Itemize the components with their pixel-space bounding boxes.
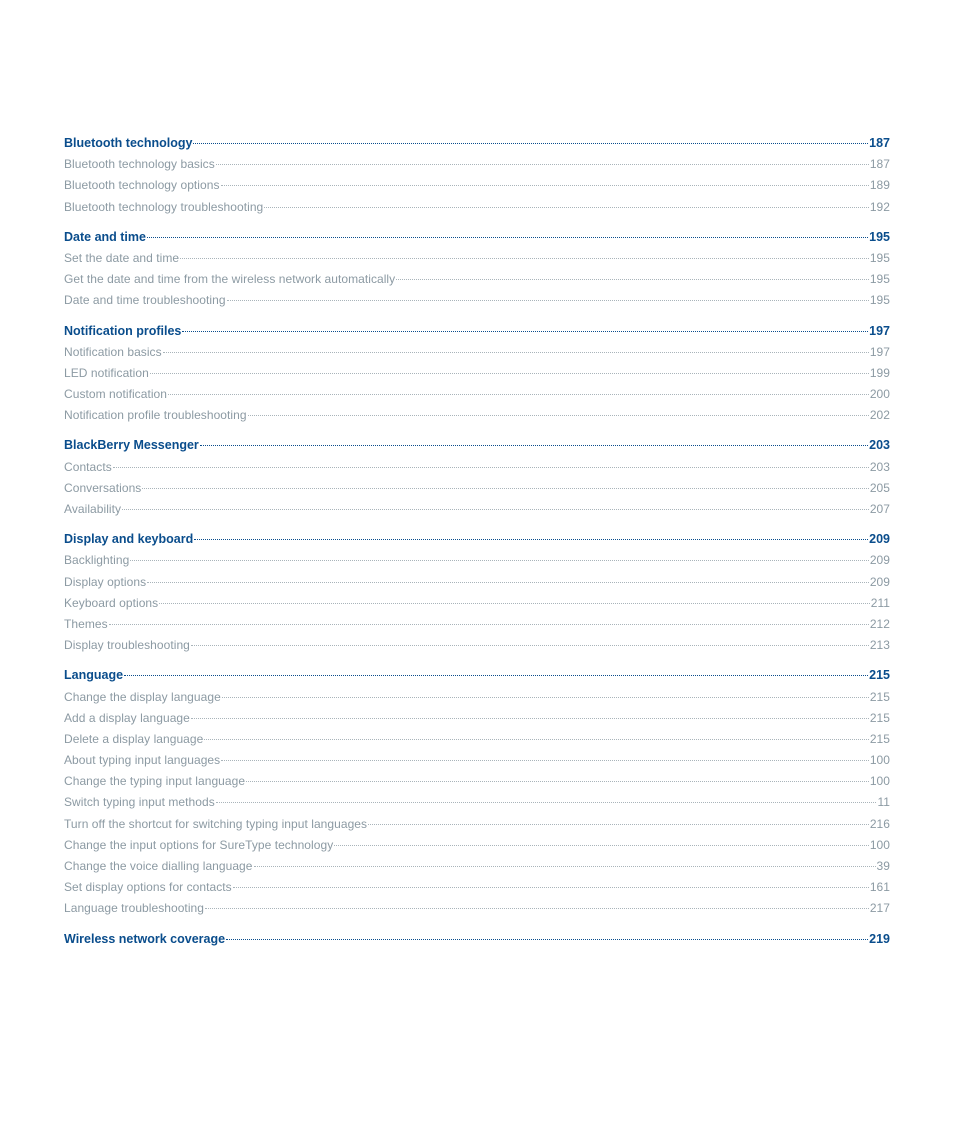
toc-heading[interactable] xyxy=(64,227,890,248)
toc-heading[interactable] xyxy=(64,929,890,950)
toc-entry-label: Add a display language xyxy=(64,710,190,725)
dot-leader xyxy=(191,645,869,646)
dot-leader xyxy=(193,143,868,144)
toc-entry[interactable] xyxy=(64,478,890,499)
toc-entry-page-number: 216 xyxy=(869,816,890,831)
toc-entry-label: Display options xyxy=(64,574,147,589)
toc-entry[interactable] xyxy=(64,792,890,813)
toc-entry[interactable] xyxy=(64,197,890,218)
toc-entry-label: Notification profile troubleshooting xyxy=(64,408,247,423)
toc-entry-label: Get the date and time from the wireless network automatically xyxy=(64,272,396,287)
toc-entry-label: Delete a display language xyxy=(64,731,204,746)
toc-entry[interactable] xyxy=(64,499,890,520)
toc-entry-label: Contacts xyxy=(64,459,112,474)
dot-leader xyxy=(150,373,869,374)
toc-entry-page-number: 192 xyxy=(869,199,890,214)
toc-entry-label: LED notification xyxy=(64,365,149,380)
toc-entry-label: Change the input options for SureType technology xyxy=(64,837,334,852)
toc-entry-label: Display troubleshooting xyxy=(64,638,190,653)
dot-leader xyxy=(163,352,869,353)
dot-leader xyxy=(194,539,868,540)
toc-entry-label: Bluetooth technology basics xyxy=(64,157,215,172)
toc-section xyxy=(64,435,890,520)
dot-leader xyxy=(200,445,868,446)
toc-entry-page-number: 212 xyxy=(869,616,890,631)
dot-leader xyxy=(233,887,869,888)
toc-entry-label: Language troubleshooting xyxy=(64,901,204,916)
toc-heading-page-number: 187 xyxy=(869,136,890,150)
toc-heading[interactable] xyxy=(64,435,890,456)
toc-entry-page-number: 203 xyxy=(869,459,890,474)
dot-leader xyxy=(159,603,870,604)
toc-heading-page-number: 197 xyxy=(869,323,890,338)
toc-section xyxy=(64,665,890,919)
toc-entry[interactable] xyxy=(64,457,890,478)
toc-entry-page-number: 197 xyxy=(869,344,890,359)
toc-entry[interactable] xyxy=(64,384,890,405)
toc-entry[interactable] xyxy=(64,729,890,750)
toc-entry[interactable] xyxy=(64,814,890,835)
dot-leader xyxy=(246,781,869,782)
toc-section xyxy=(64,133,890,218)
toc-entry-label: Switch typing input methods xyxy=(64,795,215,810)
toc-heading-label: Bluetooth technology xyxy=(64,136,193,150)
dot-leader xyxy=(109,624,869,625)
toc-entry-page-number: 187 xyxy=(869,157,890,172)
dot-leader xyxy=(124,675,868,676)
toc-entry-page-number: 211 xyxy=(870,595,890,610)
toc-entry-page-number: 39 xyxy=(876,859,890,873)
toc-entry-label: Bluetooth technology troubleshooting xyxy=(64,199,264,214)
toc-entry-page-number: 209 xyxy=(869,553,890,568)
toc-entry[interactable] xyxy=(64,877,890,898)
toc-entry[interactable] xyxy=(64,687,890,708)
toc-heading-label: Language xyxy=(64,668,124,683)
dot-leader xyxy=(396,279,869,280)
dot-leader xyxy=(368,824,869,825)
dot-leader xyxy=(226,939,868,940)
toc-entry-label: Set display options for contacts xyxy=(64,880,232,895)
toc-entry[interactable] xyxy=(64,614,890,635)
toc-entry-page-number: 215 xyxy=(869,710,890,725)
toc-heading-page-number: 219 xyxy=(869,931,890,946)
toc-entry-page-number: 11 xyxy=(877,795,890,810)
toc-entry-page-number: 215 xyxy=(869,731,890,746)
dot-leader xyxy=(191,718,869,719)
toc-section xyxy=(64,529,890,656)
toc-entry[interactable] xyxy=(64,593,890,614)
toc-entry-label: Change the typing input language xyxy=(64,774,246,789)
toc-entry-label: Backlighting xyxy=(64,553,130,568)
dot-leader xyxy=(204,739,868,740)
toc-heading-page-number: 209 xyxy=(869,532,890,547)
dot-leader xyxy=(147,582,869,583)
toc-entry-page-number: 217 xyxy=(869,901,890,916)
toc-heading-label: Date and time xyxy=(64,229,146,244)
toc-entry-page-number: 200 xyxy=(869,387,890,402)
dot-leader xyxy=(222,697,869,698)
toc-entry-label: Change the voice dialling language xyxy=(64,859,253,873)
dot-leader xyxy=(221,760,869,761)
dot-leader xyxy=(254,866,876,867)
toc-entry-page-number: 213 xyxy=(869,638,890,653)
toc-entry-page-number: 100 xyxy=(869,753,890,768)
toc-entry[interactable] xyxy=(64,248,890,269)
dot-leader xyxy=(205,908,869,909)
toc-entry-page-number: 161 xyxy=(869,880,890,895)
toc-entry[interactable] xyxy=(64,154,890,175)
dot-leader xyxy=(113,467,869,468)
toc-entry-page-number: 195 xyxy=(869,293,890,308)
toc-heading-label: Wireless network coverage xyxy=(64,931,226,946)
dot-leader xyxy=(182,331,868,332)
toc-entry-label: Themes xyxy=(64,616,108,631)
toc-entry[interactable] xyxy=(64,708,890,729)
dot-leader xyxy=(180,258,869,259)
toc-entry-page-number: 199 xyxy=(869,365,890,380)
toc-heading[interactable] xyxy=(64,529,890,550)
dot-leader xyxy=(122,509,869,510)
toc-heading-page-number: 195 xyxy=(869,229,890,244)
toc-heading-page-number: 215 xyxy=(869,668,890,683)
toc-entry-page-number: 195 xyxy=(869,272,890,287)
toc-entry-label: Conversations xyxy=(64,480,142,495)
toc-entry[interactable] xyxy=(64,342,890,363)
toc-entry-label: Bluetooth technology options xyxy=(64,178,220,193)
toc-entry-page-number: 205 xyxy=(869,480,890,495)
toc-entry-label: Custom notification xyxy=(64,387,167,402)
dot-leader xyxy=(334,845,869,846)
toc-entry[interactable] xyxy=(64,856,890,877)
toc-entry-page-number: 209 xyxy=(869,574,890,589)
toc-section xyxy=(64,227,890,312)
dot-leader xyxy=(130,560,869,561)
toc-entry[interactable] xyxy=(64,771,890,792)
toc-entry[interactable] xyxy=(64,290,890,311)
dot-leader xyxy=(221,185,869,186)
toc-entry-label: Availability xyxy=(64,502,122,516)
toc-entry-label: Change the display language xyxy=(64,689,221,704)
toc-entry[interactable] xyxy=(64,835,890,856)
toc-entry-label: Set the date and time xyxy=(64,250,180,265)
table-of-contents xyxy=(64,133,890,959)
toc-entry[interactable] xyxy=(64,898,890,919)
toc-heading-label: Notification profiles xyxy=(64,323,182,338)
dot-leader xyxy=(216,802,877,803)
toc-heading-label: Display and keyboard xyxy=(64,532,194,547)
toc-entry-label: Turn off the shortcut for switching typing input languages xyxy=(64,816,368,831)
dot-leader xyxy=(168,394,869,395)
toc-entry[interactable] xyxy=(64,363,890,384)
toc-entry[interactable] xyxy=(64,635,890,656)
toc-entry[interactable] xyxy=(64,175,890,196)
toc-entry-label: About typing input languages xyxy=(64,753,221,768)
toc-entry-page-number: 207 xyxy=(869,502,890,516)
toc-heading[interactable] xyxy=(64,665,890,686)
toc-entry[interactable] xyxy=(64,405,890,426)
toc-entry-label: Date and time troubleshooting xyxy=(64,293,226,308)
toc-entry-page-number: 100 xyxy=(869,774,890,789)
dot-leader xyxy=(216,164,869,165)
toc-entry-label: Keyboard options xyxy=(64,595,159,610)
toc-heading-page-number: 203 xyxy=(869,438,890,453)
toc-entry[interactable] xyxy=(64,572,890,593)
toc-entry-page-number: 100 xyxy=(869,837,890,852)
dot-leader xyxy=(248,415,869,416)
toc-heading[interactable] xyxy=(64,133,890,154)
toc-entry[interactable] xyxy=(64,269,890,290)
toc-entry-page-number: 195 xyxy=(869,250,890,265)
dot-leader xyxy=(147,237,868,238)
toc-entry[interactable] xyxy=(64,550,890,571)
dot-leader xyxy=(142,488,868,489)
toc-section xyxy=(64,321,890,427)
toc-heading-label: BlackBerry Messenger xyxy=(64,438,199,453)
toc-entry-page-number: 189 xyxy=(869,178,890,193)
toc-heading[interactable] xyxy=(64,321,890,342)
toc-entry-label: Notification basics xyxy=(64,344,162,359)
dot-leader xyxy=(264,207,869,208)
toc-entry-page-number: 202 xyxy=(869,408,890,423)
toc-entry-page-number: 215 xyxy=(869,689,890,704)
toc-section xyxy=(64,929,890,950)
toc-entry[interactable] xyxy=(64,750,890,771)
dot-leader xyxy=(227,300,869,301)
